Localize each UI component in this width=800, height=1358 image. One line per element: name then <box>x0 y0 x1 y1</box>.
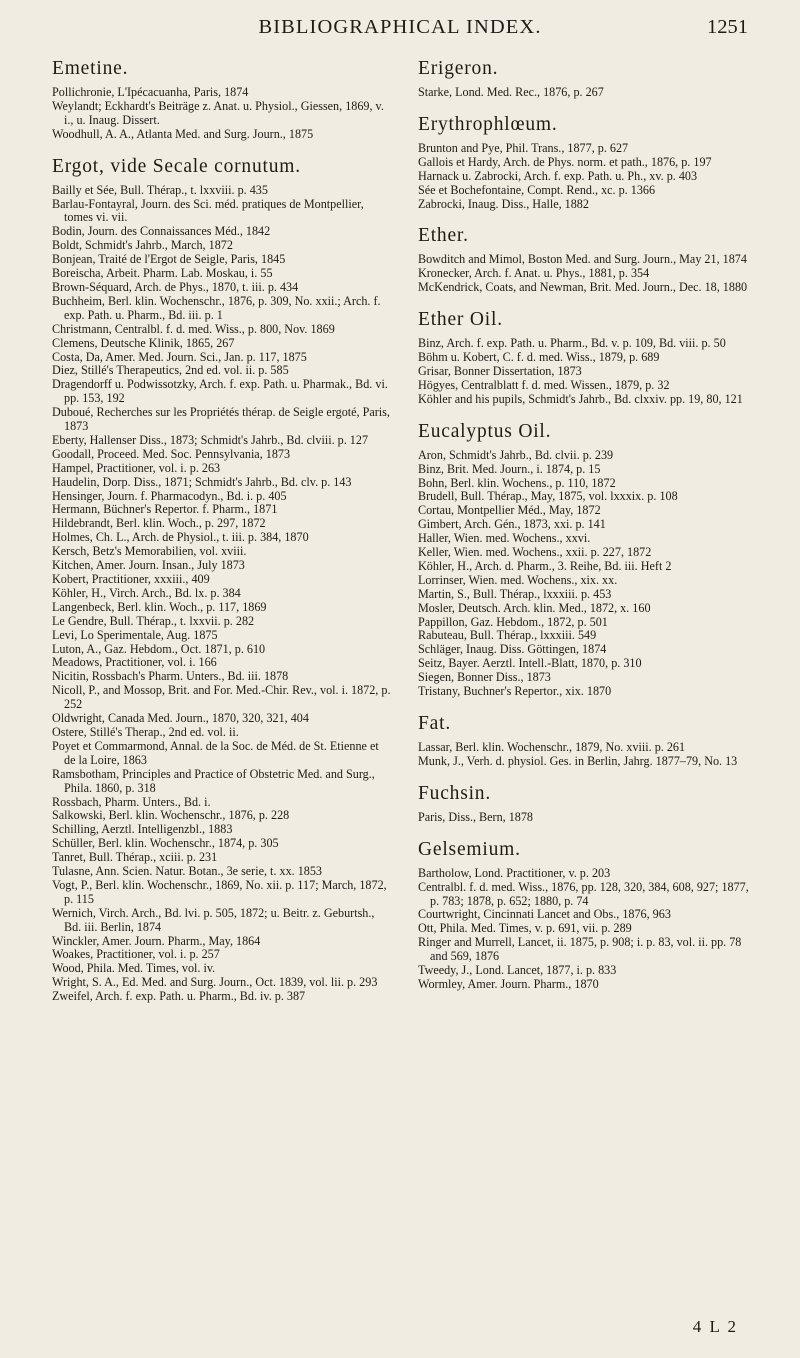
bibliography-entry: Ringer and Murrell, Lancet, ii. 1875, p. 908; i. p. 83, vol. ii. pp. 78 and 569, 1876 <box>418 935 742 964</box>
bibliography-entry: Kersch, Betz's Memorabilien, vol. xviii. <box>52 544 247 559</box>
bibliography-entry: Cortau, Montpellier Méd., May, 1872 <box>418 503 601 518</box>
bibliography-entry: Harnack u. Zabrocki, Arch. f. exp. Path. u. Ph., xv. p. 403 <box>418 168 698 183</box>
bibliography-entry: Diez, Stillé's Therapeutics, 2nd ed. vol. ii. p. 585 <box>52 363 289 378</box>
index-section <box>52 58 392 142</box>
bibliography-entry: Tristany, Buchner's Repertor., xix. 1870 <box>418 684 612 699</box>
bibliography-entry: Luton, A., Gaz. Hebdom., Oct. 1871, p. 610 <box>52 641 266 656</box>
bibliography-entry: Hermann, Büchner's Repertor. f. Pharm., 1871 <box>52 502 278 517</box>
bibliography-entry: Mosler, Deutsch. Arch. klin. Med., 1872, x. 160 <box>418 600 651 615</box>
bibliography-entry: Tulasne, Ann. Scien. Natur. Botan., 3e serie, t. xx. 1853 <box>52 864 322 879</box>
bibliography-entry: Brudell, Bull. Thérap., May, 1875, vol. lxxxix. p. 108 <box>418 489 678 504</box>
bibliography-entry: Ramsbotham, Principles and Practice of Obstetric Med. and Surg., Phila. 1860, p. 318 <box>52 766 375 795</box>
right-column <box>418 58 758 1006</box>
bibliography-entry: Clemens, Deutsche Klinik, 1865, 267 <box>52 335 235 350</box>
index-section <box>418 421 758 699</box>
bibliography-entry: McKendrick, Coats, and Newman, Brit. Med. Journ., Dec. 18, 1880 <box>418 280 748 295</box>
bibliography-entry: Christmann, Centralbl. f. d. med. Wiss., p. 800, Nov. 1869 <box>52 321 335 336</box>
bibliography-entry: Gallois et Hardy, Arch. de Phys. norm. et path., 1876, p. 197 <box>418 154 712 169</box>
bibliography-entry: Kobert, Practitioner, xxxiii., 409 <box>52 572 210 586</box>
bibliography-entry: Schilling, Aerztl. Intelligenzbl., 1883 <box>52 822 233 837</box>
index-section <box>418 309 758 407</box>
bibliography-entry: Bowditch and Mimol, Boston Med. and Surg. Journ., May 21, 1874 <box>418 252 747 267</box>
bibliography-entry: Eberty, Hallenser Diss., 1873; Schmidt's Jahrb., Bd. clviii. p. 127 <box>52 432 369 447</box>
bibliography-entry: Schüller, Berl. klin. Wochenschr., 1874, p. 305 <box>52 836 279 851</box>
bibliography-entry: Woakes, Practitioner, vol. i. p. 257 <box>52 947 220 962</box>
bibliography-entry: Bonjean, Traité de l'Ergot de Seigle, Paris, 1845 <box>52 252 286 267</box>
bibliography-entry: Keller, Wien. med. Wochens., xxii. p. 227, 1872 <box>418 545 652 560</box>
bibliography-entry: Lassar, Berl. klin. Wochenschr., 1879, No. xviii. p. 261 <box>418 740 686 754</box>
bibliography-entry: Courtwright, Cincinnati Lancet and Obs., 1876, 963 <box>418 907 671 922</box>
bibliography-entry: Oldwright, Canada Med. Journ., 1870, 320, 321, 404 <box>52 711 309 726</box>
bibliography-entry: Munk, J., Verh. d. physiol. Ges. in Berlin, Jahrg. 1877–79, No. 13 <box>418 753 738 768</box>
bibliography-entry: Bohn, Berl. klin. Wochens., p. 110, 1872 <box>418 475 616 490</box>
bibliography-entry: Holmes, Ch. L., Arch. de Physiol., t. iii. p. 384, 1870 <box>52 530 309 545</box>
bibliography-entry: Tweedy, J., Lond. Lancet, 1877, i. p. 833 <box>418 963 617 978</box>
bibliography-entry: Grisar, Bonner Dissertation, 1873 <box>418 363 582 378</box>
section-heading: Fat. <box>418 713 451 734</box>
bibliography-entry: Gimbert, Arch. Gén., 1873, xxi. p. 141 <box>418 517 606 532</box>
bibliography-entry: Haudelin, Dorp. Diss., 1871; Schmidt's Jahrb., Bd. clv. p. 143 <box>52 474 352 489</box>
bibliography-entry: Buchheim, Berl. klin. Wochenschr., 1876, p. 309, No. xxii.; Arch. f. exp. Path. u. Pharm., Bd. iii. p. 1 <box>52 293 381 322</box>
bibliography-entry: Goodall, Proceed. Med. Soc. Pennsylvania, 1873 <box>52 446 291 461</box>
bibliography-entry: Hampel, Practitioner, vol. i. p. 263 <box>52 460 221 475</box>
bibliography-entry: Pappillon, Gaz. Hebdom., 1872, p. 501 <box>418 614 608 629</box>
bibliography-entry: Zabrocki, Inaug. Diss., Halle, 1882 <box>418 196 589 211</box>
bibliography-entry: Sée et Bochefontaine, Compt. Rend., xc. p. 1366 <box>418 182 656 197</box>
bibliography-entry: Duboué, Recherches sur les Propriétés thérap. de Seigle ergoté, Paris, 1873 <box>52 405 390 434</box>
bibliography-entry: Köhler and his pupils, Schmidt's Jahrb., Bd. clxxiv. pp. 19, 80, 121 <box>418 391 743 406</box>
bibliography-entry: Wernich, Virch. Arch., Bd. lvi. p. 505, 1872; u. Beitr. z. Geburtsh., Bd. iii. Berlin, 1874 <box>52 905 375 934</box>
bibliography-entry: Hensinger, Journ. f. Pharmacodyn., Bd. i. p. 405 <box>52 488 287 503</box>
index-section <box>418 58 758 100</box>
bibliography-entry: Barlau-Fontayral, Journ. des Sci. méd. pratiques de Montpellier, tomes vi. vii. <box>52 196 364 225</box>
left-column <box>52 58 392 1018</box>
bibliography-entry: Paris, Diss., Bern, 1878 <box>418 809 533 824</box>
section-heading: Erythrophlœum. <box>418 113 558 135</box>
section-heading: Erigeron. <box>418 58 499 79</box>
bibliography-entry: Rabuteau, Bull. Thérap., lxxxiii. 549 <box>418 628 597 643</box>
bibliography-entry: Langenbeck, Berl. klin. Woch., p. 117, 1869 <box>52 599 267 614</box>
section-heading: Eucalyptus Oil. <box>418 420 552 442</box>
section-heading: Gelsemium. <box>418 838 521 860</box>
bibliography-entry: Schläger, Inaug. Diss. Göttingen, 1874 <box>418 642 607 657</box>
bibliography-entry: Nicitin, Rossbach's Pharm. Unters., Bd. iii. 1878 <box>52 669 289 684</box>
bibliography-entry: Brown-Séquard, Arch. de Phys., 1870, t. iii. p. 434 <box>52 279 299 294</box>
bibliography-entry: Martin, S., Bull. Thérap., lxxxiii. p. 453 <box>418 586 612 601</box>
bibliography-entry: Wright, S. A., Ed. Med. and Surg. Journ., Oct. 1839, vol. lii. p. 293 <box>52 975 378 990</box>
bibliography-entry: Siegen, Bonner Diss., 1873 <box>418 670 551 685</box>
bibliography-entry: Vogt, P., Berl. klin. Wochenschr., 1869, No. xii. p. 117; March, 1872, p. 115 <box>52 877 387 906</box>
bibliography-entry: Centralbl. f. d. med. Wiss., 1876, pp. 128, 320, 384, 608, 927; 1877, p. 783; 1878, p. 652; 1880, p. 74 <box>418 879 749 908</box>
bibliography-entry: Seitz, Bayer. Aerztl. Intell.-Blatt, 1870, p. 310 <box>418 656 642 671</box>
bibliography-entry: Pollichronie, L'Ipécacuanha, Paris, 1874 <box>52 85 249 99</box>
bibliography-entry: Aron, Schmidt's Jahrb., Bd. clvii. p. 239 <box>418 447 614 462</box>
index-section <box>418 225 758 295</box>
bibliography-entry: Starke, Lond. Med. Rec., 1876, p. 267 <box>418 85 604 99</box>
bibliography-entry: Poyet et Commarmond, Annal. de la Soc. de Méd. de St. Etienne et de la Loire, 1863 <box>52 738 379 767</box>
running-title: BIBLIOGRAPHICAL INDEX. <box>258 16 542 38</box>
section-heading: Fuchsin. <box>418 782 492 804</box>
bibliography-entry: Lorrinser, Wien. med. Wochens., xix. xx. <box>418 572 618 587</box>
bibliography-entry: Woodhull, A. A., Atlanta Med. and Surg. Journ., 1875 <box>52 126 314 141</box>
bibliography-entry: Levi, Lo Sperimentale, Aug. 1875 <box>52 627 218 642</box>
index-section <box>52 156 392 1004</box>
bibliography-entry: Brunton and Pye, Phil. Trans., 1877, p. 627 <box>418 140 629 155</box>
bibliography-entry: Bodin, Journ. des Connaissances Méd., 1842 <box>52 224 271 239</box>
bibliography-entry: Bailly et Sée, Bull. Thérap., t. lxxviii. p. 435 <box>52 182 268 197</box>
bibliography-entry: Kronecker, Arch. f. Anat. u. Phys., 1881, p. 354 <box>418 266 650 281</box>
bibliography-entry: Boreischa, Arbeit. Pharm. Lab. Moskau, i. 55 <box>52 266 273 281</box>
signature-mark: 4 L 2 <box>692 1317 738 1336</box>
bibliography-entry: Wormley, Amer. Journ. Pharm., 1870 <box>418 976 599 991</box>
index-section <box>418 713 758 769</box>
bibliography-entry: Ostere, Stillé's Therap., 2nd ed. vol. ii. <box>52 724 239 739</box>
bibliography-entry: Hildebrandt, Berl. klin. Woch., p. 297, 1872 <box>52 516 266 531</box>
bibliography-entry: Haller, Wien. med. Wochens., xxvi. <box>418 531 591 546</box>
bibliography-entry: Köhler, H., Arch. d. Pharm., 3. Reihe, Bd. iii. Heft 2 <box>418 558 672 573</box>
bibliography-entry: Zweifel, Arch. f. exp. Path. u. Pharm., Bd. iv. p. 387 <box>52 989 306 1004</box>
section-heading: Ether Oil. <box>418 309 503 331</box>
index-section <box>418 783 758 825</box>
bibliography-entry: Rossbach, Pharm. Unters., Bd. i. <box>52 794 211 809</box>
bibliography-entry: Le Gendre, Bull. Thérap., t. lxxvii. p. 282 <box>52 613 255 628</box>
section-heading: Ergot, vide Secale cornutum. <box>52 155 301 177</box>
bibliography-entry: Boldt, Schmidt's Jahrb., March, 1872 <box>52 238 233 253</box>
section-heading: Ether. <box>418 225 469 247</box>
bibliography-entry: Dragendorff u. Podwissotzky, Arch. f. exp. Path. u. Pharmak., Bd. vi. pp. 153, 192 <box>52 377 388 406</box>
index-section <box>418 839 758 992</box>
bibliography-entry: Weylandt; Eckhardt's Beiträge z. Anat. u. Physiol., Giessen, 1869, v. i., u. Inaug. Dissert. <box>52 98 384 127</box>
bibliography-entry: Winckler, Amer. Journ. Pharm., May, 1864 <box>52 933 261 948</box>
bibliography-entry: Costa, Da, Amer. Med. Journ. Sci., Jan. p. 117, 1875 <box>52 349 307 364</box>
bibliography-entry: Tanret, Bull. Thérap., xciii. p. 231 <box>52 850 218 865</box>
bibliography-entry: Binz, Arch. f. exp. Path. u. Pharm., Bd. v. p. 109, Bd. viii. p. 50 <box>418 336 726 351</box>
section-heading: Emetine. <box>52 58 129 79</box>
bibliography-entry: Wood, Phila. Med. Times, vol. iv. <box>52 961 216 976</box>
page-header <box>0 12 800 44</box>
bibliography-entry: Meadows, Practitioner, vol. i. 166 <box>52 655 217 670</box>
index-section <box>418 114 758 212</box>
bibliography-entry: Salkowski, Berl. klin. Wochenschr., 1876, p. 228 <box>52 808 290 823</box>
page-number: 1251 <box>707 16 748 38</box>
bibliography-entry: Binz, Brit. Med. Journ., i. 1874, p. 15 <box>418 461 601 476</box>
bibliography-entry: Köhler, H., Virch. Arch., Bd. lx. p. 384 <box>52 585 241 600</box>
bibliography-entry: Kitchen, Amer. Journ. Insan., July 1873 <box>52 558 245 573</box>
bibliography-entry: Högyes, Centralblatt f. d. med. Wissen., 1879, p. 32 <box>418 377 670 392</box>
bibliography-entry: Nicoll, P., and Mossop, Brit. and For. Med.-Chir. Rev., vol. i. 1872, p. 252 <box>52 683 391 712</box>
bibliography-entry: Böhm u. Kobert, C. f. d. med. Wiss., 1879, p. 689 <box>418 350 660 365</box>
bibliography-entry: Ott, Phila. Med. Times, v. p. 691, vii. p. 289 <box>418 921 632 936</box>
bibliography-entry: Bartholow, Lond. Practitioner, v. p. 203 <box>418 865 611 880</box>
